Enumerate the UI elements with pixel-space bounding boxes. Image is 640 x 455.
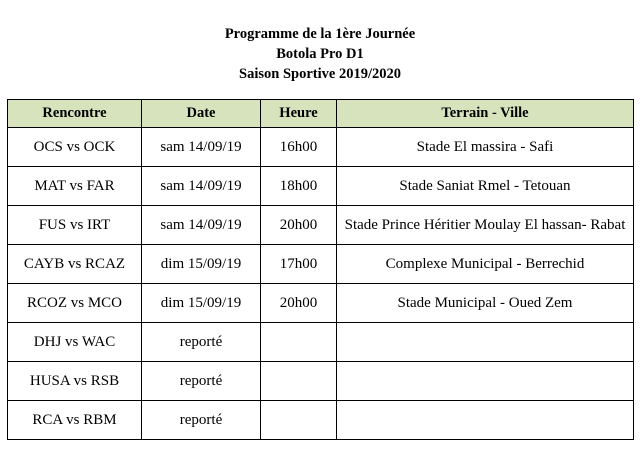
- match-cell: FUS vs IRT: [8, 206, 142, 245]
- table-row: [8, 323, 634, 362]
- venue-cell: Stade Prince Héritier Moulay El hassan- Rabat: [337, 206, 634, 245]
- date-cell: dim 15/09/19: [142, 245, 261, 284]
- column-header-venue: Terrain - Ville: [337, 100, 634, 128]
- match-cell: CAYB vs RCAZ: [8, 245, 142, 284]
- table-row: [8, 128, 634, 167]
- venue-cell: Stade El massira - Safi: [337, 128, 634, 167]
- time-cell: 17h00: [261, 245, 337, 284]
- fixtures-table: [7, 99, 634, 440]
- column-header-date: Date: [142, 100, 261, 128]
- table-row: [8, 401, 634, 440]
- venue-cell: [337, 401, 634, 440]
- venue-cell: Stade Saniat Rmel - Tetouan: [337, 167, 634, 206]
- match-cell: MAT vs FAR: [8, 167, 142, 206]
- heading-season: Saison Sportive 2019/2020: [239, 66, 401, 82]
- match-cell: HUSA vs RSB: [8, 362, 142, 401]
- match-cell: DHJ vs WAC: [8, 323, 142, 362]
- table-header-row: [8, 100, 634, 128]
- schedule-heading: [0, 24, 640, 84]
- match-cell: RCA vs RBM: [8, 401, 142, 440]
- time-cell: 20h00: [261, 206, 337, 245]
- time-cell: [261, 401, 337, 440]
- heading-round-title: Programme de la 1ère Journée: [224, 26, 416, 42]
- table-row: [8, 206, 634, 245]
- venue-cell: [337, 323, 634, 362]
- heading-league-name: Botola Pro D1: [276, 46, 364, 62]
- date-cell: dim 15/09/19: [142, 284, 261, 323]
- venue-cell: Complexe Municipal - Berrechid: [337, 245, 634, 284]
- time-cell: 20h00: [261, 284, 337, 323]
- date-cell: sam 14/09/19: [142, 206, 261, 245]
- table-row: [8, 362, 634, 401]
- table-row: [8, 245, 634, 284]
- time-cell: 16h00: [261, 128, 337, 167]
- date-cell: reporté: [142, 401, 261, 440]
- time-cell: [261, 362, 337, 401]
- venue-cell: [337, 362, 634, 401]
- date-cell: reporté: [142, 362, 261, 401]
- column-header-time: Heure: [261, 100, 337, 128]
- table-row: [8, 167, 634, 206]
- match-cell: OCS vs OCK: [8, 128, 142, 167]
- match-cell: RCOZ vs MCO: [8, 284, 142, 323]
- date-cell: reporté: [142, 323, 261, 362]
- time-cell: [261, 323, 337, 362]
- venue-cell: Stade Municipal - Oued Zem: [337, 284, 634, 323]
- table-row: [8, 284, 634, 323]
- column-header-match: Rencontre: [8, 100, 142, 128]
- date-cell: sam 14/09/19: [142, 128, 261, 167]
- date-cell: sam 14/09/19: [142, 167, 261, 206]
- time-cell: 18h00: [261, 167, 337, 206]
